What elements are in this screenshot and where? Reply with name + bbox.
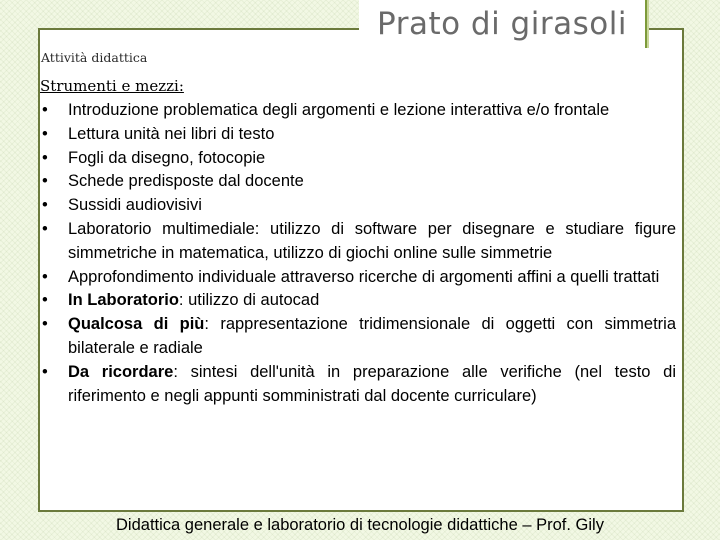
bullet-icon: • [42, 172, 48, 191]
bullet-icon: • [42, 219, 48, 238]
bullet-icon: • [42, 291, 48, 310]
bullet-icon: • [42, 196, 48, 215]
list-item [40, 289, 676, 313]
item-text: Approfondimento individuale attraverso ricerche di argomenti affini a quelli trattati [68, 267, 660, 286]
item-text: Sussidi audiovisivi [68, 196, 202, 215]
subheading: Strumenti e mezzi: [40, 77, 184, 95]
item-bold: Da ricordare [68, 362, 174, 381]
list-item [40, 147, 676, 171]
bullet-icon: • [42, 315, 48, 334]
bullet-icon: • [42, 362, 48, 381]
list-item [40, 99, 676, 123]
list-item [40, 194, 676, 218]
footer-text: Didattica generale e laboratorio di tecnologie didattiche – Prof. Gily [116, 516, 604, 534]
item-text: Fogli da disegno, fotocopie [68, 148, 266, 167]
section-label: Attività didattica [41, 50, 148, 65]
item-bold: Qualcosa di più [68, 315, 205, 334]
list-item [40, 361, 676, 409]
item-text: : utilizzo di autocad [178, 291, 320, 310]
bullet-icon: • [42, 101, 48, 119]
title-box [359, 0, 647, 48]
item-text: : rappresentazione tridimensionale di oggetti con simmetria bilaterale e radiale [68, 315, 677, 357]
list-item [40, 266, 676, 290]
bullet-icon: • [42, 267, 48, 286]
list-item [40, 218, 676, 266]
list-item [40, 313, 676, 361]
item-text: : sintesi dell'unità in preparazione alle verifiche (nel testo di riferimento e negli appunti somministrati dal docente curriculare) [68, 362, 676, 405]
bullet-list [40, 99, 676, 408]
bullet-icon: • [42, 124, 48, 143]
item-text: Lettura unità nei libri di testo [68, 124, 275, 143]
bullet-icon: • [42, 148, 48, 167]
item-text: Laboratorio multimediale: utilizzo di software per disegnare e studiare figure simmetriche in matematica, utilizzo di giochi online sulle simmetrie [68, 219, 676, 262]
item-text: Introduzione problematica degli argomenti e lezione interattiva e/o frontale [68, 101, 610, 119]
list-item [40, 123, 676, 147]
list-item [40, 170, 676, 194]
item-bold: In Laboratorio [68, 291, 179, 310]
item-text: Schede predisposte dal docente [68, 172, 304, 191]
slide-title: Prato di girasoli [377, 6, 627, 42]
